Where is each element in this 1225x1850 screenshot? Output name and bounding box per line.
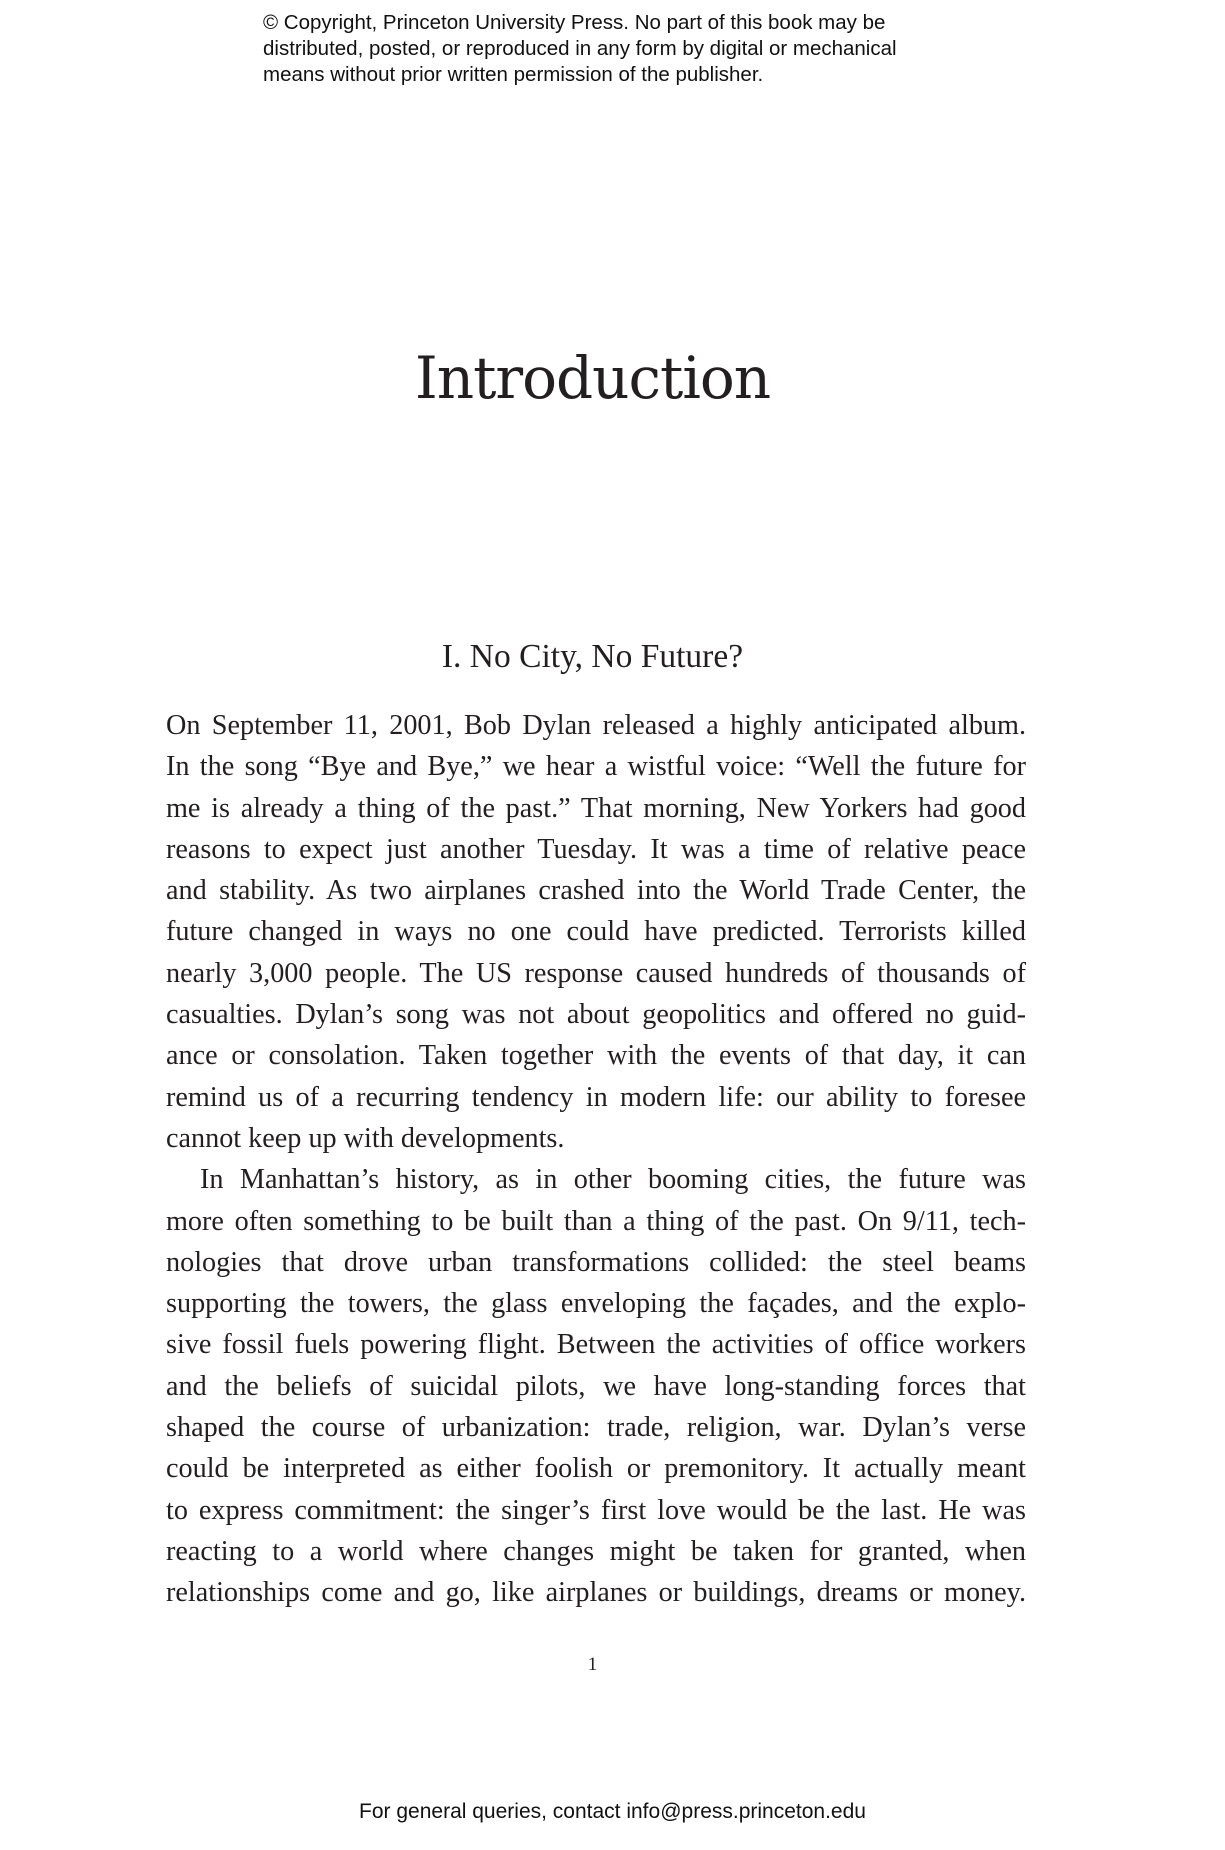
text-line: could be interpreted as either foolish or premonitory. It actually meant xyxy=(166,1453,1026,1485)
text-line: me is already a thing of the past.” That morning, New Yorkers had good xyxy=(166,792,1026,824)
chapter-title: Introduction xyxy=(414,344,771,412)
footer-contact: For general queries, contact info@press.princeton.edu xyxy=(359,1800,866,1823)
text-line: future changed in ways no one could have predicted. Terrorists killed xyxy=(166,916,1026,948)
text-line: casualties. Dylan’s song was not about geopolitics and offered no guid- xyxy=(166,999,1026,1031)
text-line: remind us of a recurring tendency in modern life: our ability to foresee xyxy=(166,1081,1026,1113)
text-line: to express commitment: the singer’s first love would be the last. He was xyxy=(166,1494,1026,1526)
body-text xyxy=(166,705,1026,1614)
text-line: nearly 3,000 people. The US response caused hundreds of thousands of xyxy=(166,957,1026,989)
text-line: more often something to be built than a thing of the past. On 9/11, tech- xyxy=(166,1205,1026,1237)
text-line: In the song “Bye and Bye,” we hear a wistful voice: “Well the future for xyxy=(166,751,1026,783)
text-line: nologies that drove urban transformations collided: the steel beams xyxy=(166,1246,1026,1278)
copyright-line: means without prior written permission of the publisher. xyxy=(263,63,764,86)
text-line: cannot keep up with developments. xyxy=(166,1122,565,1154)
text-line: On September 11, 2001, Bob Dylan released a highly anticipated album. xyxy=(166,710,1026,741)
text-line: ance or consolation. Taken together with the events of that day, it can xyxy=(166,1040,1026,1072)
copyright-line: © Copyright, Princeton University Press. No part of this book may be xyxy=(263,11,886,34)
text-line: shaped the course of urbanization: trade, religion, war. Dylan’s verse xyxy=(166,1412,1026,1444)
copyright-line: distributed, posted, or reproduced in any form by digital or mechanical xyxy=(263,37,897,60)
text-line: reasons to expect just another Tuesday. It was a time of relative peace xyxy=(166,833,1026,865)
text-line: relationships come and go, like airplanes or buildings, dreams or money. xyxy=(166,1577,1026,1609)
text-line: reacting to a world where changes might be taken for granted, when xyxy=(166,1535,1026,1567)
paragraph xyxy=(166,1159,1026,1613)
text-line: supporting the towers, the glass enveloping the façades, and the explo- xyxy=(166,1288,1026,1320)
text-line: sive fossil fuels powering flight. Between the activities of office workers xyxy=(166,1329,1026,1361)
section-heading: I. No City, No Future? xyxy=(441,638,744,675)
paragraph xyxy=(166,705,1026,1159)
page-number: 1 xyxy=(587,1654,598,1675)
text-line: In Manhattan’s history, as in other booming cities, the future was xyxy=(200,1164,1026,1196)
copyright-notice xyxy=(263,10,983,88)
text-line: and the beliefs of suicidal pilots, we have long-standing forces that xyxy=(166,1370,1026,1402)
text-line: and stability. As two airplanes crashed into the World Trade Center, the xyxy=(166,875,1026,907)
